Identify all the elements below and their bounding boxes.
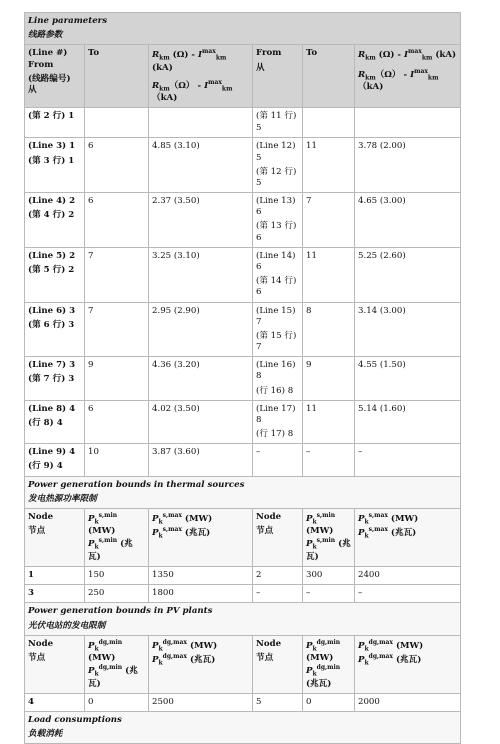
section-header	[25, 13, 461, 45]
cell-to2: 11	[303, 247, 355, 302]
cell-from: (第 2 行) 1	[28, 111, 75, 122]
cell-from: (Line 8) 4	[28, 403, 76, 414]
column-header-row	[25, 508, 461, 566]
section-title-en: Power generation bounds in thermal sources	[28, 479, 245, 490]
cell-from2: (Line 15) 7	[256, 305, 296, 327]
header-from2-zh: 从	[256, 62, 265, 73]
header-node2-zh: 节点	[256, 526, 274, 537]
header-to: To	[88, 48, 100, 59]
cell-to	[85, 108, 149, 138]
cell-from-zh: (第 3 行) 1	[28, 155, 75, 166]
header-node-zh: 节点	[28, 652, 46, 663]
parameters-table	[24, 12, 461, 744]
cell-to2: 11	[303, 400, 355, 444]
cell-r: 2.37 (3.50)	[149, 193, 253, 248]
header-pmin2: $P_k^{s,min}$ (MW) $P_k^{s,min}$ (兆瓦)	[303, 508, 355, 566]
cell-from-zh: (行 8) 4	[28, 417, 63, 428]
cell-from-zh: (第 7 行) 3	[28, 374, 75, 385]
header-pmin: $P_k^{dg,min}$ (MW) $P_k^{dg,min}$ (兆瓦)	[85, 635, 149, 693]
cell-r2: 5.14 (1.60)	[355, 400, 461, 444]
cell-from2-zh: (行 17) 8	[256, 429, 294, 440]
cell-r: 4.02 (3.50)	[149, 400, 253, 444]
cell-r2: 5.25 (2.60)	[355, 247, 461, 302]
cell-r2: 3.78 (2.00)	[355, 138, 461, 193]
table-row	[25, 302, 461, 357]
header-pmax2: $P_k^{s,max}$ (MW) $P_k^{s,max}$ (兆瓦)	[355, 508, 461, 566]
cell-to: 7	[85, 302, 149, 357]
cell-r: 2.95 (2.90)	[149, 302, 253, 357]
table-row	[25, 357, 461, 401]
cell-r: 4.36 (3.20)	[149, 357, 253, 401]
cell-pmin2: 0	[303, 693, 355, 711]
header-node2: Node	[256, 511, 282, 522]
cell-from: (Line 5) 2	[28, 250, 76, 261]
cell-to2: 9	[303, 357, 355, 401]
header-pmin: $P_k^{s,min}$ (MW) $P_k^{s,min}$ (兆瓦)	[85, 508, 149, 566]
cell-pmax2: 2000	[355, 693, 461, 711]
header-resistance2: $R_{km}$ $(\Omega) - I^{max}_{km}$ (kA) $R_{km}(\Omega) - I^{max}_{km}(kA)$	[355, 45, 461, 108]
section-header	[25, 476, 461, 508]
table-row	[25, 693, 461, 711]
table-row	[25, 444, 461, 476]
cell-from2-zh: (第 15 行) 7	[256, 330, 297, 353]
cell-node: 3	[25, 585, 85, 603]
section-title-zh: 发电热源功率限制	[28, 493, 97, 504]
cell-pmin: 150	[85, 567, 149, 585]
cell-node2: 5	[253, 693, 303, 711]
header-pmax: $P_k^{dg,max}$ (MW) $P_k^{dg,max}$ (兆瓦)	[149, 635, 253, 693]
column-header-row	[25, 635, 461, 693]
section-title-zh: 光伏电站的发电限制	[28, 620, 106, 631]
cell-from2: –	[253, 444, 303, 476]
section-title-en: Power generation bounds in PV plants	[28, 606, 213, 617]
cell-to: 7	[85, 247, 149, 302]
table-row	[25, 247, 461, 302]
cell-to: 6	[85, 400, 149, 444]
cell-to2: 7	[303, 193, 355, 248]
cell-from: (Line 6) 3	[28, 305, 76, 316]
header-to2: To	[306, 48, 318, 59]
cell-r2: –	[355, 444, 461, 476]
section-header	[25, 603, 461, 635]
cell-pmin: 0	[85, 693, 149, 711]
cell-from2: (Line 17) 8	[256, 403, 296, 425]
cell-to: 9	[85, 357, 149, 401]
cell-to2	[303, 108, 355, 138]
cell-r2: 4.65 (3.00)	[355, 193, 461, 248]
cell-pmax: 2500	[149, 693, 253, 711]
cell-from: (Line 4) 2	[28, 196, 76, 207]
cell-from2: (第 11 行) 5	[256, 111, 297, 133]
table-row	[25, 585, 461, 603]
header-node2: Node	[256, 638, 282, 649]
header-from2: From	[256, 48, 282, 59]
cell-pmax: 1800	[149, 585, 253, 603]
header-pmax: $P_k^{s,max}$ (MW) $P_k^{s,max}$ (兆瓦)	[149, 508, 253, 566]
table-row	[25, 138, 461, 193]
cell-from2-zh: (第 14 行) 6	[256, 276, 297, 298]
header-from-zh: (线路编号) 从	[28, 73, 71, 95]
table-row	[25, 108, 461, 138]
section-title-zh: 负载消耗	[28, 729, 63, 740]
cell-r	[149, 108, 253, 138]
cell-to2: 8	[303, 302, 355, 357]
header-from: (Line #) From	[28, 48, 68, 70]
cell-pmax: 1350	[149, 567, 253, 585]
cell-from2-zh: (第 12 行) 5	[256, 166, 297, 188]
cell-r2	[355, 108, 461, 138]
cell-to: 6	[85, 138, 149, 193]
header-node: Node	[28, 511, 54, 522]
cell-node: 1	[25, 567, 85, 585]
cell-from-zh: (第 6 行) 3	[28, 319, 75, 330]
cell-from2: (Line 16) 8	[256, 360, 296, 382]
cell-pmin2: –	[303, 585, 355, 603]
section-title-zh: 线路参数	[28, 30, 63, 41]
cell-node2: 2	[253, 567, 303, 585]
cell-from2: (Line 12) 5	[256, 141, 296, 163]
cell-from2: (Line 14) 6	[256, 250, 296, 272]
cell-from: (Line 3) 1	[28, 141, 76, 152]
cell-from: (Line 7) 3	[28, 360, 76, 371]
cell-to2: –	[303, 444, 355, 476]
table-row	[25, 400, 461, 444]
cell-r: 3.25 (3.10)	[149, 247, 253, 302]
cell-r2: 3.14 (3.00)	[355, 302, 461, 357]
cell-pmax2: 2400	[355, 567, 461, 585]
section-header	[25, 711, 461, 743]
header-pmax2: $P_k^{dg,max}$ (MW) $P_k^{dg,max}$ (兆瓦)	[355, 635, 461, 693]
cell-from: (Line 9) 4	[28, 447, 76, 458]
table-row	[25, 567, 461, 585]
cell-from-zh: (第 4 行) 2	[28, 210, 75, 221]
cell-pmin: 250	[85, 585, 149, 603]
header-pmin2: $P_k^{dg,min}$ (MW) $P_k^{dg,min}$ (兆瓦)	[303, 635, 355, 693]
cell-from2-zh: (行 16) 8	[256, 385, 294, 396]
cell-from-zh: (第 5 行) 2	[28, 264, 75, 275]
cell-pmax2: –	[355, 585, 461, 603]
cell-pmin2: 300	[303, 567, 355, 585]
table-row	[25, 193, 461, 248]
column-header-row	[25, 45, 461, 108]
cell-to: 10	[85, 444, 149, 476]
cell-from-zh: (行 9) 4	[28, 461, 63, 472]
header-node2-zh: 节点	[256, 652, 274, 663]
cell-r2: 4.55 (1.50)	[355, 357, 461, 401]
cell-node2: –	[253, 585, 303, 603]
cell-to2: 11	[303, 138, 355, 193]
cell-from2: (Line 13) 6	[256, 196, 296, 218]
header-node-zh: 节点	[28, 526, 46, 537]
section-title-en: Line parameters	[28, 16, 108, 26]
header-resistance: $R_{km}$ $(\Omega) - I^{max}_{km}$ (kA) $R_{km}(\Omega) - I^{max}_{km}(kA)$	[149, 45, 253, 108]
cell-to: 6	[85, 193, 149, 248]
cell-r: 4.85 (3.10)	[149, 138, 253, 193]
section-title-en: Load consumptions	[28, 714, 122, 725]
cell-node: 4	[25, 693, 85, 711]
header-node: Node	[28, 638, 54, 649]
cell-from2-zh: (第 13 行) 6	[256, 221, 297, 243]
cell-r: 3.87 (3.60)	[149, 444, 253, 476]
